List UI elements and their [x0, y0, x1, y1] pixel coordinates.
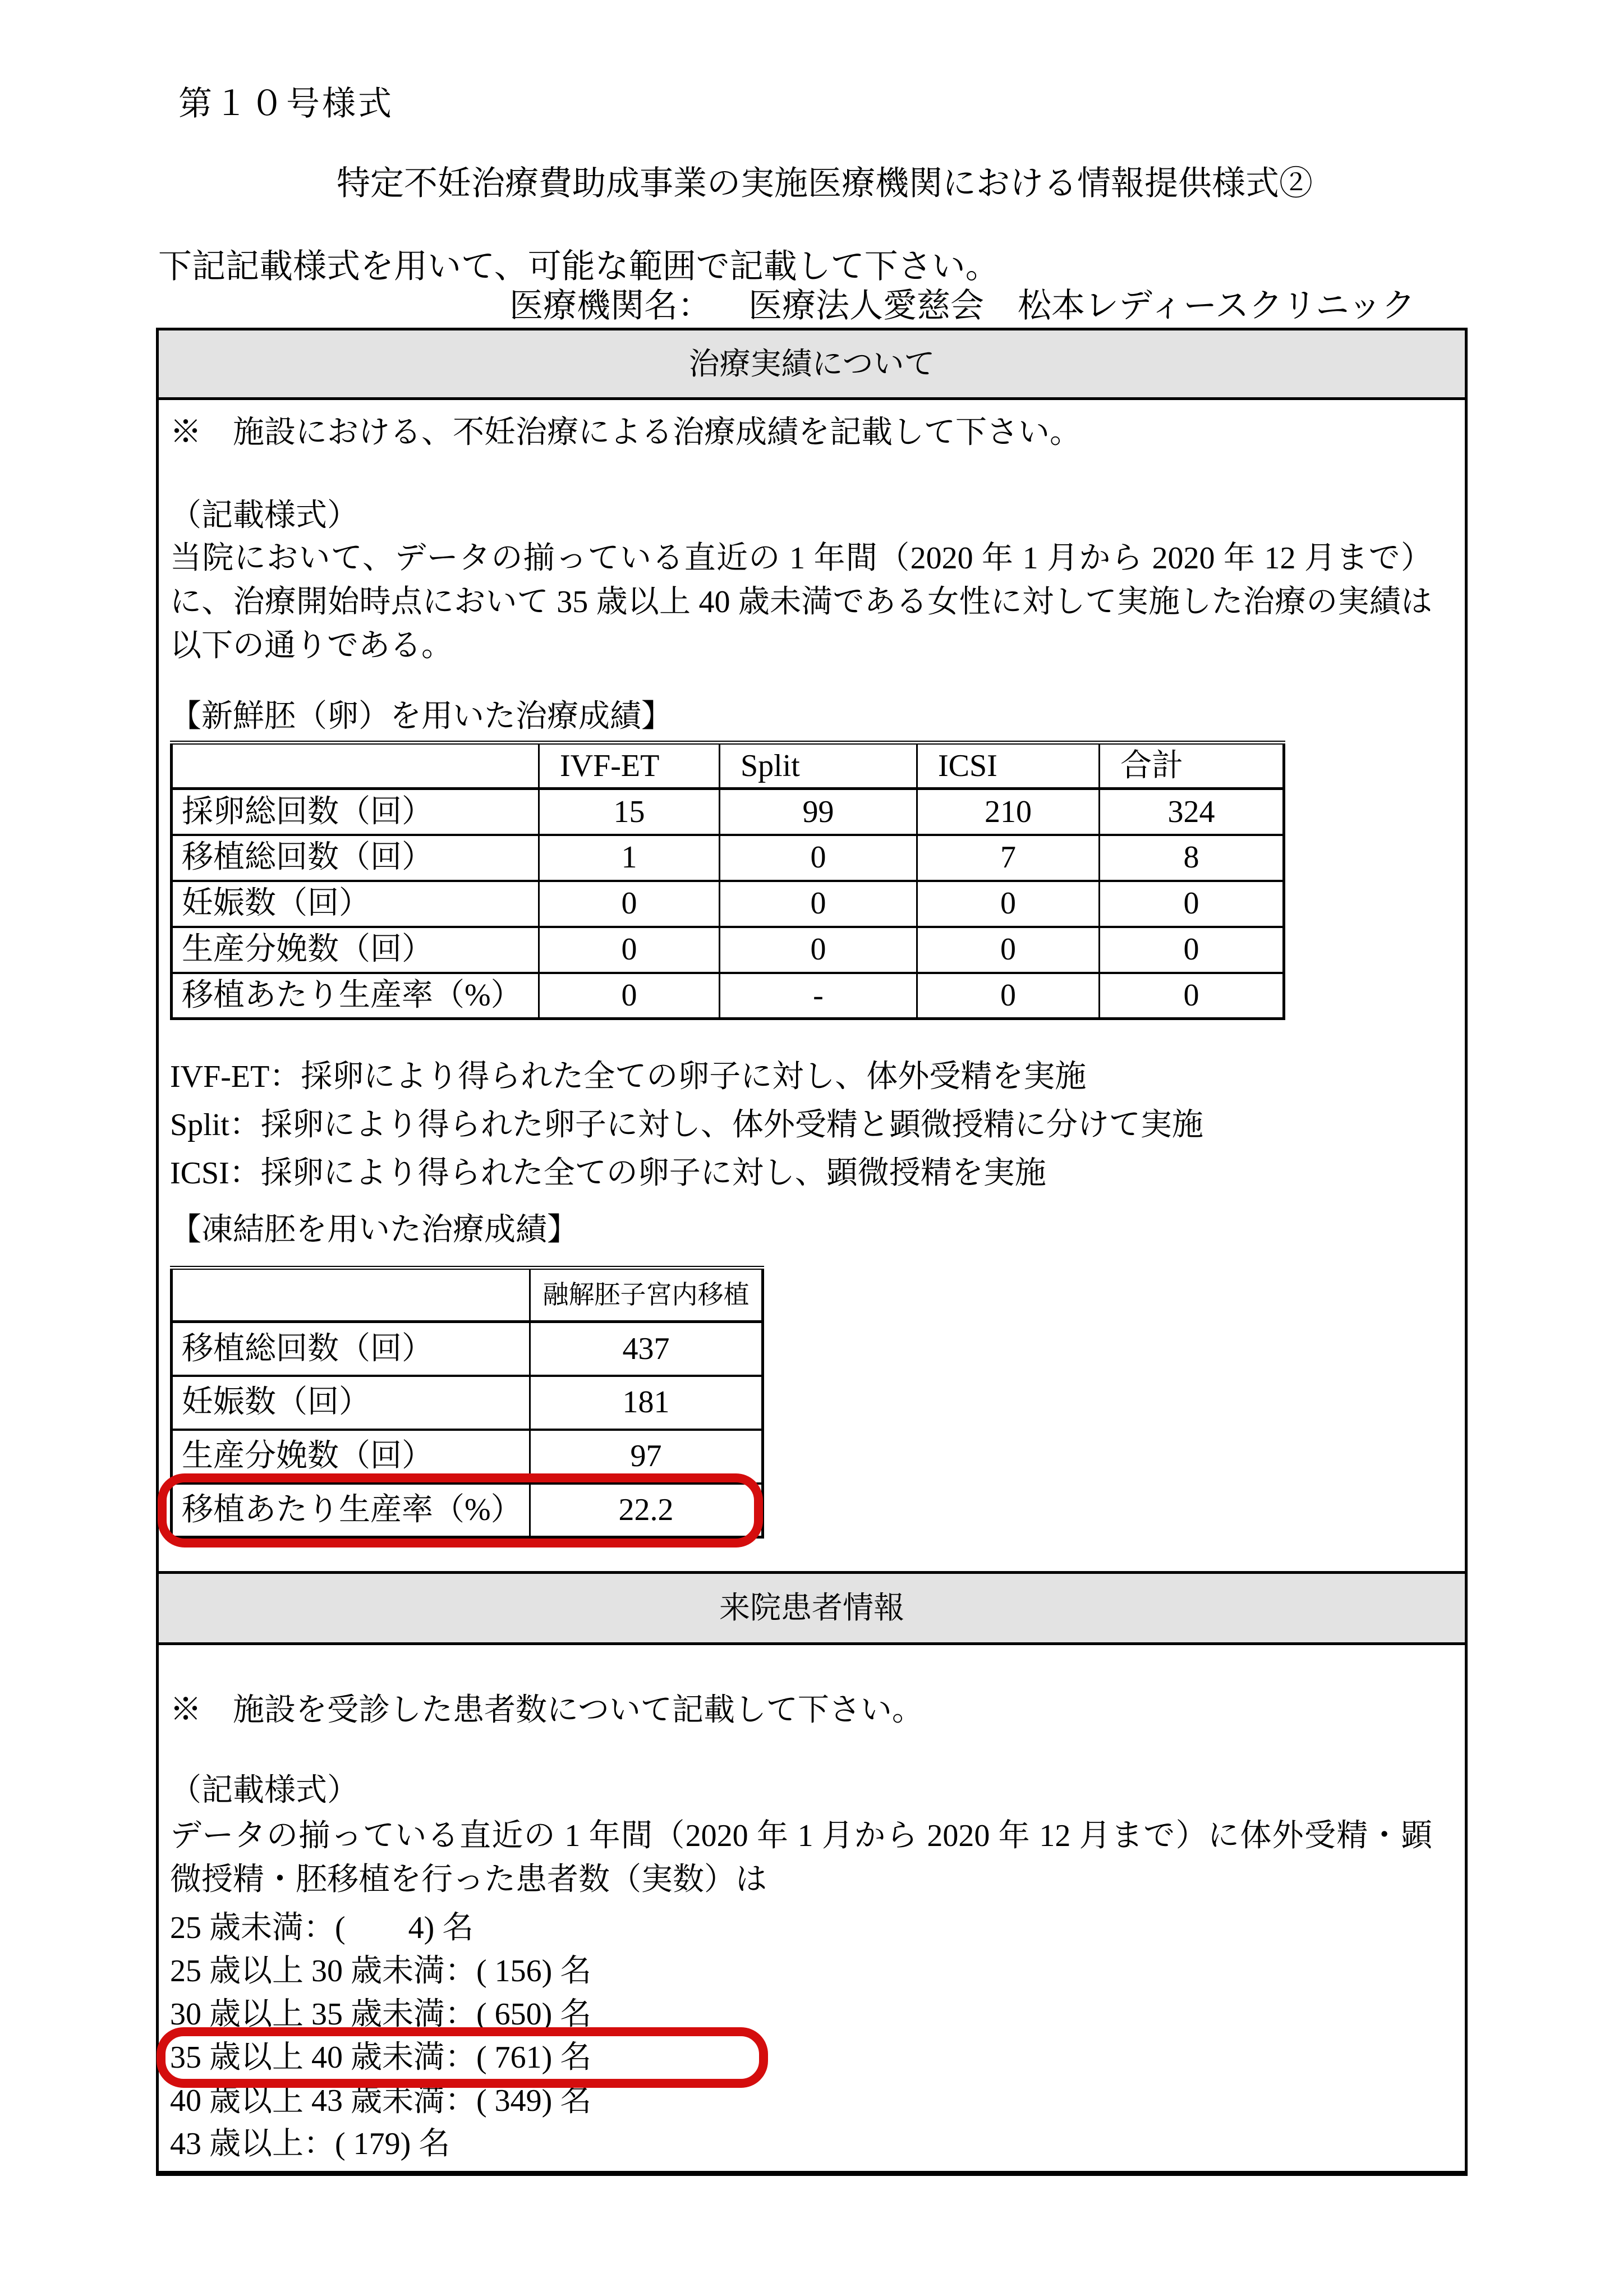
age-row-text: 35 歳以上 40 歳未満：( 761) 名 [170, 2040, 592, 2075]
form-number: 第１０号様式 [178, 85, 394, 122]
row-label: 移植総回数（回） [172, 835, 539, 881]
cell-value: 0 [720, 881, 917, 927]
cell-value: 0 [539, 881, 720, 927]
cell-value: 324 [1100, 789, 1284, 835]
row-label: 移植総回数（回） [172, 1322, 530, 1376]
row-label: 妊娠数（回） [172, 1376, 530, 1430]
age-row-40-43: 40 歳以上 43 歳未満：( 349) 名 [170, 2083, 592, 2118]
patient-info-section [159, 1648, 1465, 2166]
age-row-30-35: 30 歳以上 35 歳未満：( 650) 名 [170, 1996, 592, 2032]
cell-value: 1 [539, 835, 720, 881]
column-header-icsi: ICSI [917, 743, 1100, 789]
section-header-label: 来院患者情報 [719, 1591, 904, 1625]
cell-value: 0 [1100, 973, 1284, 1019]
cell-value: 210 [917, 789, 1100, 835]
cell-value: 22.2 [530, 1484, 763, 1537]
cell-value: 8 [1100, 835, 1284, 881]
frozen-embryo-table-wrapper [170, 1266, 761, 1539]
paragraph-text: 当院において、データの揃っている直近の 1 年間（2020 年 1 月から 2020 年 12 月まで）に、治療開始時点において 35 歳以上 40 歳未満である女性に対して実施した治療の実績は以下の通りである。 [170, 540, 1432, 663]
cell-value: 181 [530, 1376, 763, 1430]
cell-value: 0 [720, 927, 917, 973]
format-label: （記載様式） [170, 1772, 358, 1808]
cell-value: 0 [917, 973, 1100, 1019]
note-text: ※ 施設を受診した患者数について記載して下さい。 [170, 1693, 923, 1728]
column-header-ivf-et: IVF-ET [539, 743, 720, 789]
table-row [172, 835, 1284, 881]
table-row [172, 789, 1284, 835]
definition-icsi: ICSI：採卵により得られた全ての卵子に対し、顕微授精を実施 [170, 1156, 1046, 1191]
table-row [172, 1376, 763, 1430]
table-row [172, 1322, 763, 1376]
treatment-results-section [159, 400, 1465, 1539]
clinic-name-label: 医療機関名： [509, 287, 711, 324]
age-row-under-25: 25 歳未満：( 4) 名 [170, 1910, 474, 1945]
definition-ivf-et: IVF-ET：採卵により得られた全ての卵子に対し、体外受精を実施 [170, 1059, 1087, 1095]
row-label: 生産分娩数（回） [172, 1430, 530, 1484]
cell-value: 15 [539, 789, 720, 835]
table-header-row [172, 743, 1284, 789]
section-header-patient-info [159, 1571, 1465, 1645]
column-header-empty [172, 743, 539, 789]
cell-value: 0 [1100, 881, 1284, 927]
format-label: （記載様式） [170, 498, 358, 533]
cell-value: 0 [539, 973, 720, 1019]
table-row [172, 1430, 763, 1484]
frozen-embryo-table-title: 【凍結胚を用いた治療成績】 [170, 1213, 578, 1248]
cell-value: 0 [917, 881, 1100, 927]
column-header-split: Split [720, 743, 917, 789]
fresh-embryo-table [170, 741, 1285, 1020]
cell-value: 0 [539, 927, 720, 973]
column-header-empty [172, 1268, 530, 1322]
cell-value: 0 [1100, 927, 1284, 973]
fresh-embryo-table-title: 【新鮮胚（卵）を用いた治療成績】 [170, 699, 673, 734]
table-header-row [172, 1268, 763, 1322]
row-label: 移植あたり生産率（%） [172, 973, 539, 1019]
definition-split: Split：採卵により得られた卵子に対し、体外受精と顕微授精に分けて実施 [170, 1108, 1203, 1143]
cell-value: 97 [530, 1430, 763, 1484]
report-box [156, 328, 1468, 2176]
clinic-name-value: 医療法人愛慈会 松本レディースクリニック [748, 287, 1415, 324]
note-text: ※ 施設における、不妊治療による治療成績を記載して下さい。 [170, 415, 1081, 450]
age-row-over-43: 43 歳以上：( 179) 名 [170, 2126, 450, 2161]
instruction-text: 下記記載様式を用いて、可能な範囲で記載して下さい。 [158, 248, 999, 285]
frozen-embryo-table [170, 1266, 764, 1539]
cell-value: 0 [917, 927, 1100, 973]
column-header-thawed-transfer: 融解胚子宮内移植 [530, 1268, 763, 1322]
row-label: 妊娠数（回） [172, 881, 539, 927]
patient-age-breakdown [170, 1907, 1454, 2166]
cell-value: 0 [720, 835, 917, 881]
table-row-highlighted [172, 1484, 763, 1537]
cell-value: 99 [720, 789, 917, 835]
paragraph-text: データの揃っている直近の 1 年間（2020 年 1 月から 2020 年 12 月まで）に体外受精・顕微授精・胚移植を行った患者数（実数）は [170, 1818, 1432, 1897]
section-header-treatment-results [159, 330, 1465, 400]
column-header-total: 合計 [1100, 743, 1284, 789]
cell-value: - [720, 973, 917, 1019]
age-row-25-30: 25 歳以上 30 歳未満：( 156) 名 [170, 1953, 592, 1989]
row-label: 採卵総回数（回） [172, 789, 539, 835]
table-row [172, 927, 1284, 973]
page-title: 特定不妊治療費助成事業の実施医療機関における情報提供様式② [337, 165, 1313, 202]
method-definitions [170, 1053, 1454, 1197]
age-row-35-40-highlighted [170, 2036, 753, 2079]
cell-value: 7 [917, 835, 1100, 881]
cell-value: 437 [530, 1322, 763, 1376]
row-label: 生産分娩数（回） [172, 927, 539, 973]
section-header-label: 治療実績について [688, 346, 935, 381]
table-row [172, 881, 1284, 927]
table-row [172, 973, 1284, 1019]
row-label: 移植あたり生産率（%） [172, 1484, 530, 1537]
